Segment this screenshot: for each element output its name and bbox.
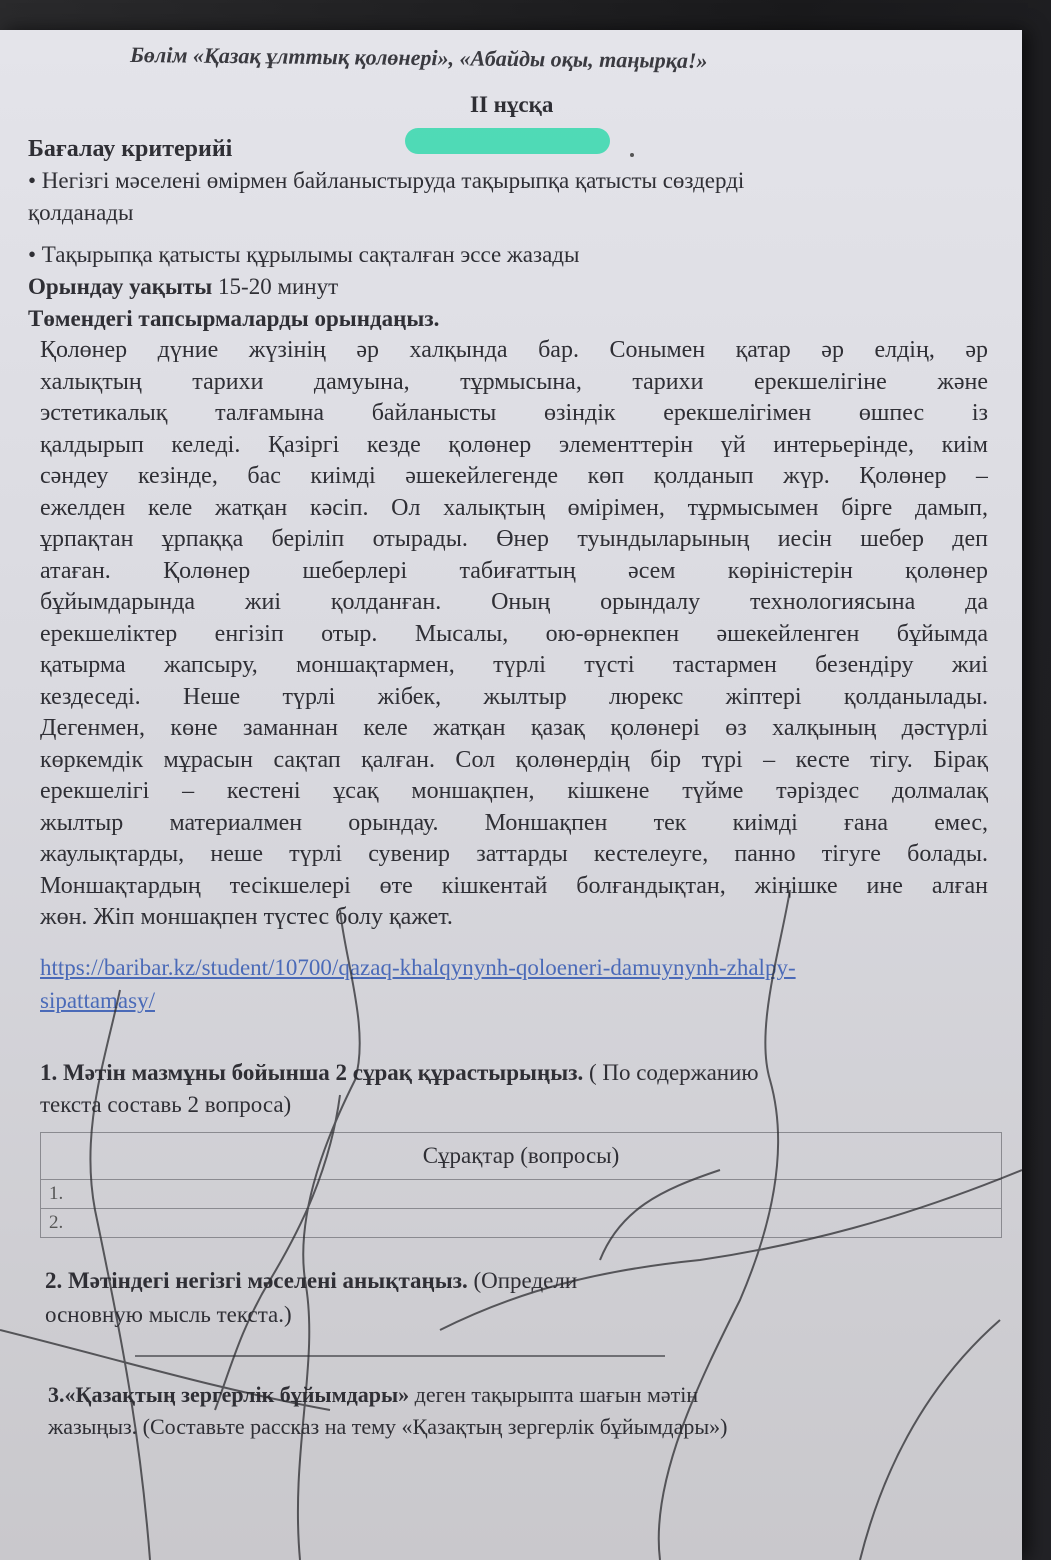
questions-table: [40, 1132, 1002, 1238]
worksheet-page: [0, 30, 1022, 1560]
highlighter-mark: [405, 128, 610, 154]
passage-line: жылтыр материалмен орындау. Моншақпен тек киімді ғана емес,: [40, 809, 988, 836]
task-2-russian-1: (Определи: [473, 1268, 578, 1293]
criteria-item-1-line-2: қолданады: [28, 200, 134, 225]
task-1-line-1: [40, 1060, 759, 1086]
passage-line: Моншақтардың тесікшелері өте кішкентай болғандықтан, жіңішке ине алған: [40, 872, 988, 899]
passage-line: бұйымдарында жиі қолданған. Оның орындалу технологиясына да: [40, 589, 988, 615]
passage-line: эстетикалық талғамына байланысты өзіндік ерекшелігімен өшпес із: [40, 400, 988, 426]
passage-line: қалдырып келеді. Қазіргі кезде қолөнер элементтерін үй интерьерінде, киім: [40, 431, 988, 458]
criteria-item-1-line-1: • Негізгі мәселені өмірмен байланыстыруда тақырыпқа қатысты сөздерді: [28, 168, 745, 193]
passage-line: жөн. Жіп моншақпен түстес болу қажет.: [40, 904, 453, 930]
source-link-line-1[interactable]: https://baribar.kz/student/10700/qazaq-khalqynynh-qoloeneri-damuynynh-zhalpy-: [40, 955, 796, 980]
speck: [630, 153, 634, 157]
table-header: Сұрақтар (вопросы): [41, 1133, 1002, 1180]
task-3-text-1: деген тақырыпта шағын мәтін: [414, 1382, 699, 1407]
table-row-2[interactable]: 2.: [41, 1209, 1002, 1238]
section-title: Бөлім «Қазақ ұлттық қолөнері», «Абайды оқы, таңырқа!»: [129, 41, 708, 74]
task-3-text-2: жазыңыз. (Составьте рассказ на тему «Қазақтың зергерлік бұйымдары»): [48, 1414, 728, 1439]
task-1-russian-2: текста составь 2 вопроса): [40, 1092, 292, 1117]
task-2-line-1: [45, 1268, 577, 1294]
time-row: [28, 274, 338, 300]
task-1-kazakh: 1. Мәтін мазмұны бойынша 2 сұрақ құрастырыңыз.: [40, 1060, 584, 1085]
passage-line: жаулықтарды, неше түрлі сувенир заттарды кестелеуге, панно тігуге болады.: [40, 841, 988, 867]
passage-line: ұрпақтан ұрпаққа беріліп отырады. Өнер туындыларының иесін шебер деп: [40, 526, 988, 552]
passage-line: Дегенмен, көне заманнан келе жатқан қазақ қолөнері өз халқының дәстүрлі: [40, 715, 988, 741]
passage-line: ежелден келе жатқан кәсіп. Ол халықтың өмірімен, тұрмысымен бірге дамып,: [40, 494, 988, 521]
source-link-line-2[interactable]: sipattamasy/: [40, 988, 155, 1013]
passage-line: ерекшеліктер енгізіп отыр. Мысалы, ою-өрнекпен әшекейленген бұйымда: [40, 620, 988, 647]
criteria-heading: Бағалау критерийі: [28, 136, 233, 162]
criteria-item-2: • Тақырыпқа қатысты құрылымы сақталған эссе жазады: [28, 242, 580, 267]
time-value: 15-20 минут: [218, 274, 339, 299]
instruction: Төмендегі тапсырмаларды орындаңыз.: [28, 306, 440, 331]
passage-line: кездеседі. Неше түрлі жібек, жылтыр люрекс жіптері қолданылады.: [40, 683, 988, 710]
task-3-line-1: [48, 1382, 698, 1408]
table-row-1[interactable]: 1.: [41, 1180, 1002, 1209]
passage-line: Қолөнер дүние жүзінің әр халқында бар. Сонымен қатар әр елдің, әр: [40, 337, 988, 363]
passage-line: қатырма жапсыру, моншақтармен, түрлі түсті тастармен безендіру жиі: [40, 652, 988, 678]
passage-line: ерекшелігі – кестені ұсақ моншақпен, кішкене түйме тәріздес долмалақ: [40, 778, 988, 804]
answer-line[interactable]: [135, 1355, 665, 1357]
variant-label: ІІ нұсқа: [470, 92, 554, 117]
passage-line: атаған. Қолөнер шеберлері табиғаттың әсем көріністерін қолөнер: [40, 557, 988, 584]
time-label: Орындау уақыты: [28, 274, 213, 299]
task-2-russian-2: основную мысль текста.): [45, 1302, 292, 1327]
passage-line: көркемдік мұрасын сақтап қалған. Сол қолөнердің бір түрі – кесте тігу. Бірақ: [40, 746, 988, 773]
task-2-kazakh: 2. Мәтіндегі негізгі мәселені анықтаңыз.: [45, 1268, 468, 1293]
passage-line: сәндеу кезінде, бас киімді әшекейлегенде көп қолданып жүр. Қолөнер –: [40, 463, 988, 489]
passage-line: халықтың тарихи дамуына, тұрмысына, тарихи ерекшелігіне және: [40, 368, 988, 395]
task-3-topic: 3.«Қазақтың зергерлік бұйымдары»: [48, 1382, 410, 1407]
task-1-russian-1: ( По содержанию: [588, 1060, 759, 1085]
